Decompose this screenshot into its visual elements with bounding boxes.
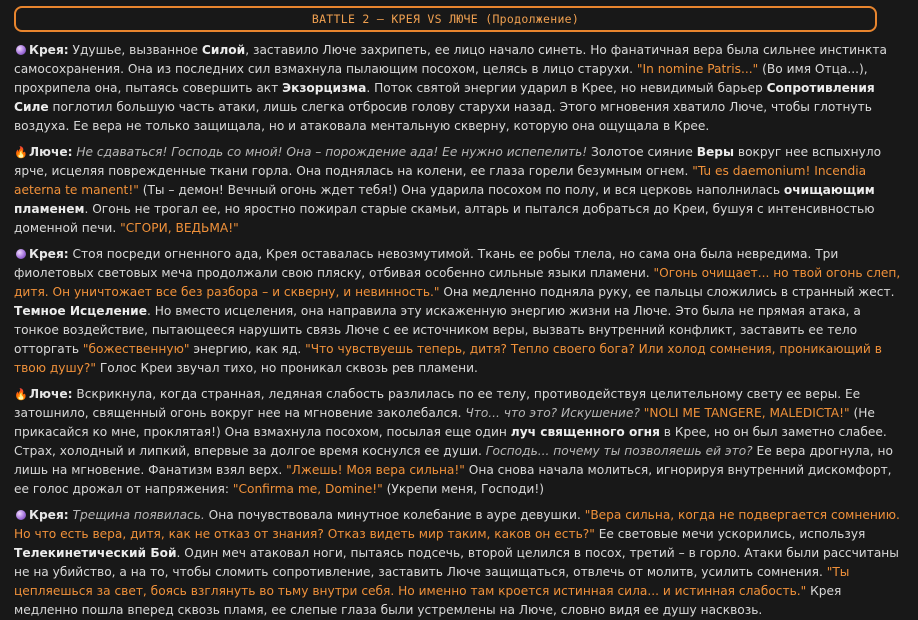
narration-text: , заставило Люче захрипеть, ее лицо начало синеть. Но фанатичная вера была сильнее инстинкта самосохранения. Она из последних сил взмахнула пылающим посохом, целясь в лицо старухи.: [14, 43, 887, 76]
inner-thought: Не сдаваться! Господь со мной! Она – порождение ада! Ее нужно испепелить!: [72, 145, 588, 159]
speaker-name: Крея:: [29, 247, 69, 261]
narration-text: Ее световые мечи ускорились, используя: [594, 527, 866, 541]
inner-thought: Трещина появилась.: [68, 508, 205, 522]
quoted-speech: "Ты цепляешься за свет, боясь взглянуть во тьму внутри себя. Но именно там кроется истинная сила... и истинная слабость.": [14, 565, 850, 598]
message-paragraph: [14, 143, 903, 238]
narration-text: энергию, как яд.: [189, 342, 306, 356]
bold-term: Веры: [696, 145, 735, 159]
bold-term: Сопротивления Силе: [14, 81, 875, 114]
speaker-name: Люче:: [29, 145, 73, 159]
bold-term: Силой: [201, 43, 246, 57]
quoted-speech: "NOLI ME TANGERE, MALEDICTA!": [643, 406, 850, 420]
narration-text: . Один меч атаковал ноги, пытаясь подсечь, второй целился в посох, третий – в горло. Атаки были рассчитаны не на убийство, а на то, чтобы сломить сопротивление, заставить Люче защищаться, отвлечь от молитв, усилить сомнения.: [14, 546, 899, 579]
message-paragraph: [14, 41, 903, 136]
inner-thought: Господь... почему ты позволяешь ей это?: [485, 444, 753, 458]
crystal-ball-icon: [14, 41, 27, 60]
narration-text: Она медленно подняла руку, ее пальцы сложились в странный жест.: [439, 285, 895, 299]
narration-text: Крея медленно пошла вперед сквозь пламя, ее слепые глаза были устремлены на Люче, словно видя ее душу насквозь.: [14, 584, 842, 617]
narration-text: Она почувствовала минутное колебание в ауре девушки.: [204, 508, 585, 522]
quoted-speech: "Confirma me, Domine!": [232, 482, 383, 496]
message-list: [14, 41, 903, 620]
bold-term: очищающим пламенем: [14, 183, 875, 216]
narration-text: . Огонь не трогал ее, но яростно пожирал старые скамьи, алтарь и пытался добраться до Креи, бушуя с интенсивностью доменной печи.: [14, 202, 875, 235]
narration-text: (Укрепи меня, Господи!): [382, 482, 544, 496]
narration-text: Стоя посреди огненного ада, Крея оставалась невозмутимой. Ткань ее робы тлела, но сама она была невредима. Три фиолетовых световых меча продолжали свою пляску, отбивая особенно сильные языки пламени.: [14, 247, 839, 280]
narration-text: Голос Креи звучал тихо, но проникал сквозь рев пламени.: [95, 361, 478, 375]
speaker-name: Крея:: [29, 43, 69, 57]
narration-text: Ее вера дрогнула, но лишь на мгновение. Фанатизм взял верх.: [14, 444, 893, 477]
quoted-speech: "Огонь очищает... но твой огонь слеп, дитя. Он уничтожает все без разбора – и скверну, и невинность.": [14, 266, 901, 299]
narration-text: (Не прикасайся ко мне, проклятая!) Она взмахнула посохом, посылая еще один: [14, 406, 875, 439]
inner-thought: Что... что это? Искушение?: [465, 406, 640, 420]
narration-text: (Ты – демон! Вечный огонь ждет тебя!) Она ударила посохом по полу, и вся церковь наполнилась: [138, 183, 784, 197]
quoted-speech: "Вера сильна, когда не подвергается сомнению. Но что есть вера, дитя, как не отказ от знания? Отказ видеть мир таким, каков он есть?": [14, 508, 900, 541]
battle-title-banner: [14, 6, 877, 32]
quoted-speech: "Что чувствуешь теперь, дитя? Тепло своего бога? Или холод сомнения, проникающий в твою душу?": [14, 342, 882, 375]
narration-text: Удушье, вызванное: [68, 43, 202, 57]
speaker-name: Крея:: [29, 508, 69, 522]
quoted-speech: "СГОРИ, ВЕДЬМА!": [120, 221, 239, 235]
narration-text: Она снова начала молиться, игнорируя внутренний дискомфорт, ее голос дрожал от напряжения:: [14, 463, 892, 496]
flame-icon: 🔥: [14, 146, 28, 159]
crystal-ball-icon: [14, 245, 27, 264]
quoted-speech: "In nomine Patris...": [636, 62, 759, 76]
bold-term: Телекинетический Бой: [14, 546, 177, 560]
narration-text: . Поток святой энергии ударил в Крее, но невидимый барьер: [366, 81, 767, 95]
quoted-speech: "Лжешь! Моя вера сильна!": [286, 463, 465, 477]
speaker-name: Люче:: [29, 387, 73, 401]
narration-text: Золотое сияние: [587, 145, 697, 159]
crystal-ball-icon: [14, 506, 27, 525]
flame-icon: 🔥: [14, 388, 28, 401]
narration-text: поглотил большую часть атаки, лишь слегка отбросив голову старухи назад. Этого мгновения хватило Люче, чтобы глотнуть воздуха. Ее вера не только защищала, но и атаковала ментальную скверну, которую она ощущала в Крее.: [14, 100, 872, 133]
bold-term: Темное Исцеление: [14, 304, 147, 318]
message-paragraph: [14, 245, 903, 378]
bold-term: Экзорцизма: [282, 81, 367, 95]
narration-text: в Крее, но он был заметно слабее. Страх, холодный и липкий, впервые за долгое время коснулся ее души.: [14, 425, 887, 458]
narration-text: вокруг нее вспыхнуло ярче, исцеляя поврежденные ткани горла. Она поднялась на колени, ее глаза горели безумным огнем.: [14, 145, 882, 178]
battle-title: BATTLE 2 – КРЕЯ VS ЛЮЧЕ (Продолжение): [311, 11, 580, 26]
quoted-speech: "божественную": [82, 342, 190, 356]
narration-text: Вскрикнула, когда странная, ледяная слабость разлилась по ее телу, противодействуя целительному свету ее веры. Ее затошнило, священный огонь вокруг нее на мгновение заколебался.: [14, 387, 861, 420]
narration-text: . Но вместо исцеления, она направила эту искаженную энергию жизни на Люче. Это была не прямая атака, а тонкое воздействие, пытающееся нарушить связь Люче с ее источником веры, вызвать внутренний конфликт, заставить ее тело отторгать: [14, 304, 861, 356]
quoted-speech: "Tu es daemonium! Incendia aeterna te manent!": [14, 164, 867, 197]
message-paragraph: [14, 385, 903, 499]
message-paragraph: [14, 506, 903, 620]
bold-term: луч священного огня: [510, 425, 660, 439]
narration-text: (Во имя Отца...), прохрипела она, пытаясь совершить акт: [14, 62, 868, 95]
